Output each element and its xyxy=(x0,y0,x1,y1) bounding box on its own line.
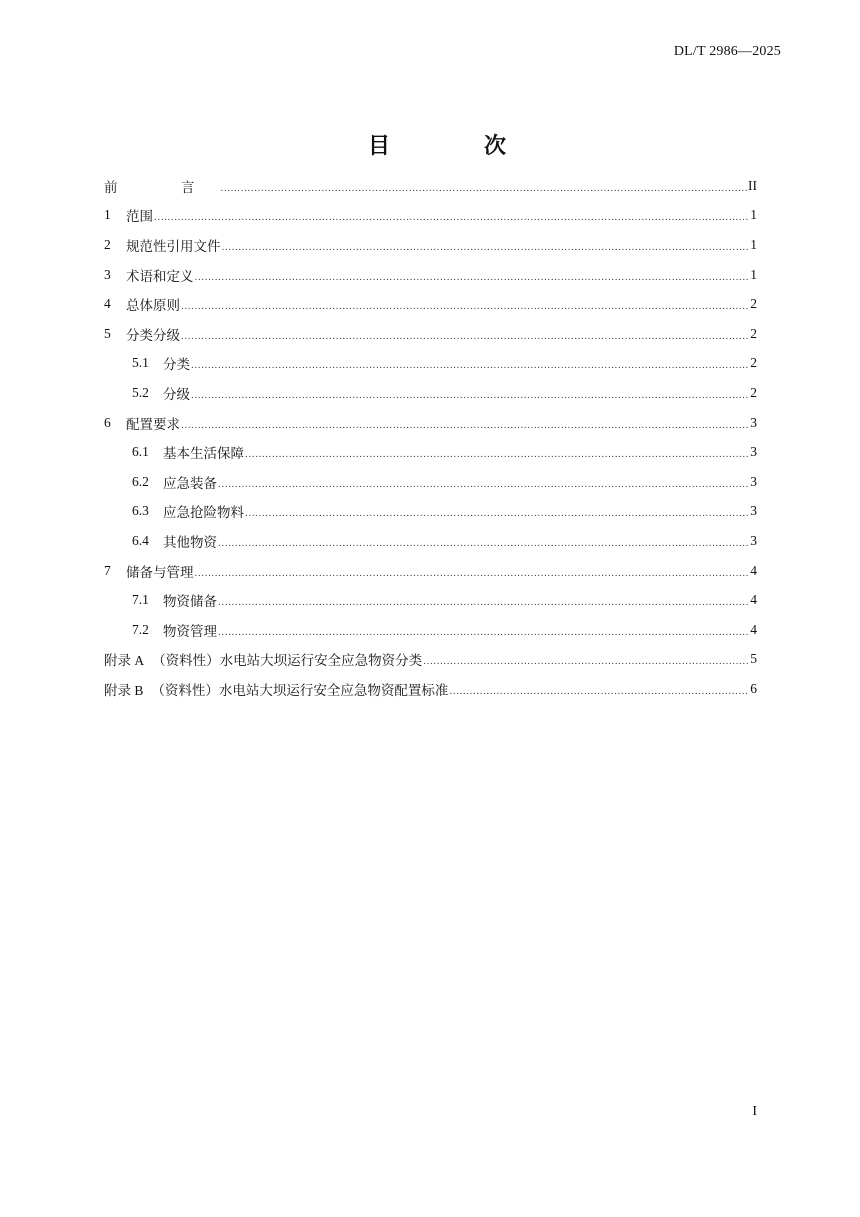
toc-entry-number: 5 xyxy=(104,325,111,341)
toc-entry-label: 物资管理 xyxy=(163,623,217,640)
toc-dot-leader xyxy=(245,450,749,460)
standard-code: DL/T 2986—2025 xyxy=(673,44,781,59)
toc-entry-7-2[interactable] xyxy=(104,615,757,645)
toc-entry-number: 6.3 xyxy=(132,503,149,519)
toc-entry-label: 分类 xyxy=(163,357,190,374)
toc-entry-page: 4 xyxy=(750,592,757,608)
toc-entry-2[interactable] xyxy=(104,230,757,260)
toc-entry-page: 6 xyxy=(750,680,757,696)
toc-entry-number: 7 xyxy=(104,562,111,578)
toc-entry-page: 5 xyxy=(750,651,757,667)
toc-dot-leader xyxy=(154,213,749,223)
toc-entry-page: 1 xyxy=(750,207,757,223)
toc-entry-7-1[interactable] xyxy=(104,585,757,615)
toc-entry-label: 术语和定义 xyxy=(126,268,194,285)
toc-entry-label: 前 言 xyxy=(104,179,220,196)
toc-entry-number: 6 xyxy=(104,414,111,430)
toc-dot-leader xyxy=(195,569,750,579)
toc-entry-number: 6.1 xyxy=(132,444,149,460)
toc-entry-label: 储备与管理 xyxy=(126,564,194,581)
toc-entry-label: 范围 xyxy=(126,209,153,226)
toc-entry-number: 5.2 xyxy=(132,384,149,400)
toc-entry-page: 2 xyxy=(750,296,757,312)
toc-entry-number: 7.1 xyxy=(132,592,149,608)
toc-dot-leader xyxy=(221,184,748,194)
toc-entry-number: 3 xyxy=(104,266,111,282)
toc-entry-appendix-a[interactable] xyxy=(104,645,757,675)
toc-entry-number: 附录 A xyxy=(104,653,145,669)
toc-entry-6[interactable] xyxy=(104,408,757,438)
toc-entry-1[interactable] xyxy=(104,201,757,231)
toc-entry-number: 4 xyxy=(104,296,111,312)
toc-entry-page: 2 xyxy=(750,325,757,341)
toc-dot-leader xyxy=(191,391,749,401)
toc-entry-page: 3 xyxy=(750,503,757,519)
toc-dot-leader xyxy=(218,598,749,608)
toc-dot-leader xyxy=(195,273,750,283)
toc-entry-page: 2 xyxy=(750,355,757,371)
toc-dot-leader xyxy=(218,480,749,490)
toc-entry-page: 3 xyxy=(750,473,757,489)
toc-entry-5[interactable] xyxy=(104,319,757,349)
toc-entry-6-2[interactable] xyxy=(104,467,757,497)
toc-dot-leader xyxy=(449,687,749,697)
toc-dot-leader xyxy=(181,421,749,431)
toc-entry-page: 1 xyxy=(750,236,757,252)
toc-dot-leader xyxy=(191,361,749,371)
toc-entry-label: 应急装备 xyxy=(163,475,217,492)
toc-entry-label: 分级 xyxy=(163,386,190,403)
toc-entry-label: （资料性）水电站大坝运行安全应急物资分类 xyxy=(152,653,423,670)
toc-dot-leader xyxy=(181,332,749,342)
toc-entry-6-1[interactable] xyxy=(104,437,757,467)
toc-entry-5-2[interactable] xyxy=(104,378,757,408)
toc-entry-label: 基本生活保障 xyxy=(163,446,244,463)
toc-entry-label: 配置要求 xyxy=(126,416,180,433)
toc-entry-page: 3 xyxy=(750,414,757,430)
toc-entry-page: 3 xyxy=(750,444,757,460)
toc-entry-page: 4 xyxy=(750,621,757,637)
toc-dot-leader xyxy=(222,243,750,253)
toc-dot-leader xyxy=(181,302,749,312)
toc-entry-label: 总体原则 xyxy=(126,298,180,315)
toc-entry-appendix-b[interactable] xyxy=(104,674,757,704)
toc-entry-foreword[interactable] xyxy=(104,171,757,201)
toc-entry-number: 6.2 xyxy=(132,473,149,489)
toc-entry-6-3[interactable] xyxy=(104,497,757,527)
toc-entry-page: 4 xyxy=(750,562,757,578)
toc-entry-number: 5.1 xyxy=(132,355,149,371)
toc-entry-number: 7.2 xyxy=(132,621,149,637)
toc-entry-4[interactable] xyxy=(104,289,757,319)
page-number: I xyxy=(752,1104,757,1119)
toc-entry-label: （资料性）水电站大坝运行安全应急物资配置标准 xyxy=(151,682,449,699)
toc-entry-7[interactable] xyxy=(104,556,757,586)
toc-entry-5-1[interactable] xyxy=(104,349,757,379)
toc-dot-leader xyxy=(218,539,749,549)
toc-entry-label: 物资储备 xyxy=(163,594,217,611)
toc-entry-number: 1 xyxy=(104,207,111,223)
toc-dot-leader xyxy=(245,509,749,519)
toc-entry-label: 其他物资 xyxy=(163,534,217,551)
toc-entry-page: 1 xyxy=(750,266,757,282)
toc-entry-page: 3 xyxy=(750,532,757,548)
toc-entry-label: 分类分级 xyxy=(126,327,180,344)
toc-entry-page: 2 xyxy=(750,384,757,400)
toc-entry-3[interactable] xyxy=(104,260,757,290)
toc-title: 目 次 xyxy=(367,133,542,159)
toc-entry-label: 规范性引用文件 xyxy=(126,238,221,255)
toc-dot-leader xyxy=(218,628,749,638)
toc-entry-label: 应急抢险物料 xyxy=(163,505,244,522)
toc-entry-number: 2 xyxy=(104,236,111,252)
toc-entry-number: 6.4 xyxy=(132,532,149,548)
toc-entry-6-4[interactable] xyxy=(104,526,757,556)
toc-entry-number: 附录 B xyxy=(104,682,144,698)
toc-entry-page: II xyxy=(748,177,757,193)
toc-dot-leader xyxy=(423,657,749,667)
toc-list xyxy=(104,171,757,704)
